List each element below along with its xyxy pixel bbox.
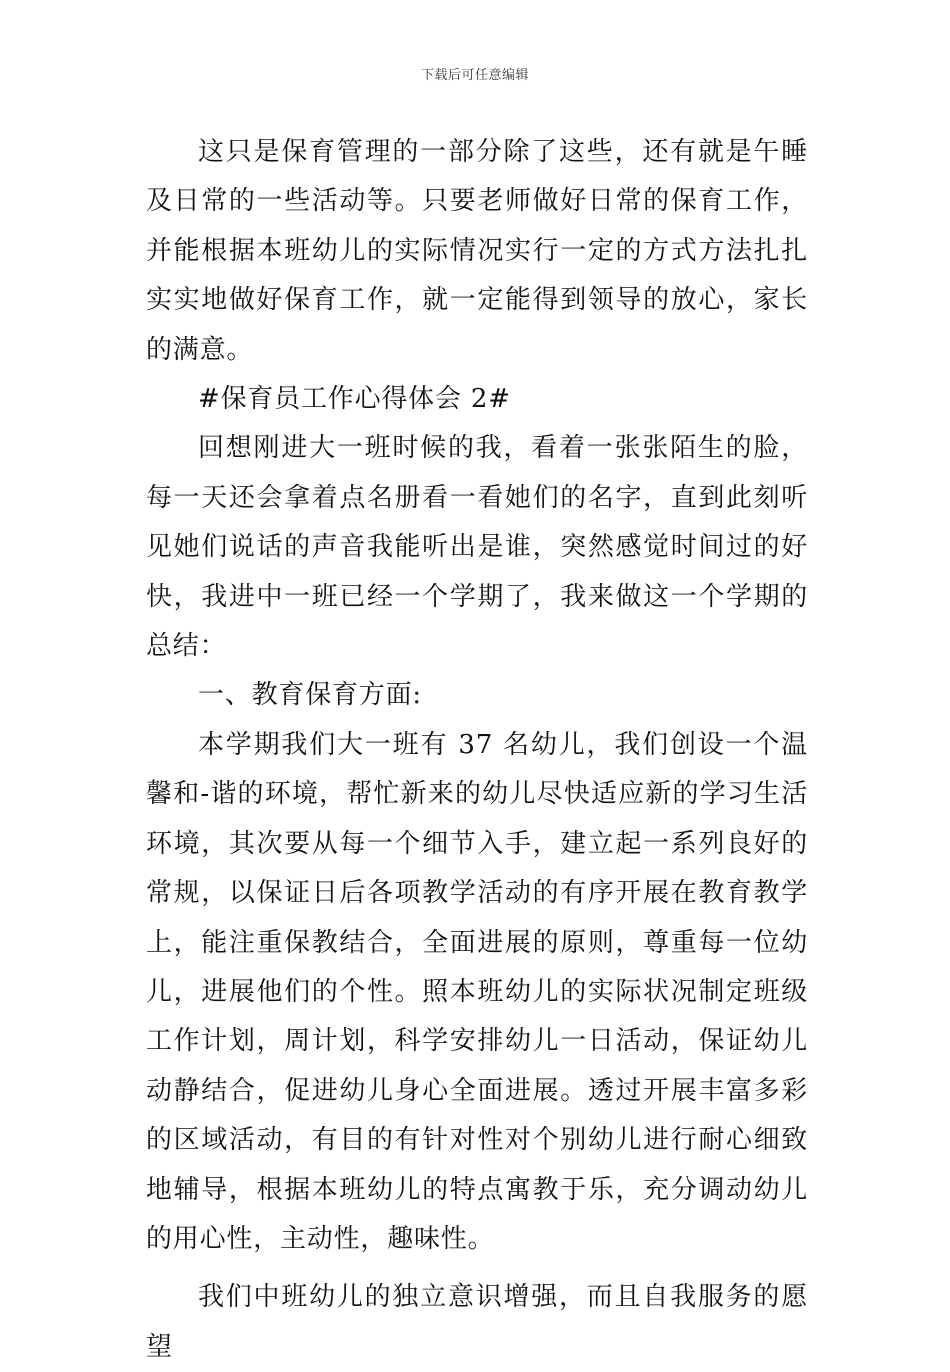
- section-heading-experience-2: #保育员工作心得体会 2#: [198, 384, 511, 415]
- paragraph-independence: 我们中班幼儿的独立意识增强，而且自我服务的愿望: [146, 1282, 808, 1362]
- paragraph-childcare-management: 这只是保育管理的一部分除了这些，还有就是午睡及日常的一些活动等。只要老师做好日常的保育工作，并能根据本班幼儿的实际情况实行一定的方式方法扎扎实实地做好保育工作，就一定能得到领导的放心，家长的满意。: [146, 137, 808, 365]
- document-body: [146, 128, 808, 1372]
- paragraph-recollection: 回想刚进大一班时候的我，看着一张张陌生的脸，每一天还会拿着点名册看一看她们的名字，直到此刻听见她们说话的声音我能听出是谁，突然感觉时间过的好快，我进中一班已经一个学期了，我来做这一个学期的总结：: [146, 433, 808, 662]
- page-header: 下载后可任意编辑: [420, 68, 529, 83]
- paragraph-semester-work: 本学期我们大一班有 37 名幼儿，我们创设一个温馨和-谐的环境，帮忙新来的幼儿尽快适应新的学习生活环境，其次要从每一个细节入手，建立起一系列良好的常规，以保证日后各项教学活动的有序开展在教育教学上，能注重保教结合，全面进展的原则，尊重每一位幼儿，进展他们的个性。照本班幼儿的实际状况制定班级工作计划，周计划，科学安排幼儿一日活动，保证幼儿动静结合，促进幼儿身心全面进展。透过开展丰富多彩的区域活动，有目的有针对性对个别幼儿进行耐心细致地辅导，根据本班幼儿的特点寓教于乐，充分调动幼儿的用心性，主动性，趣味性。: [146, 729, 808, 1254]
- section-heading-education: 一、教育保育方面:: [198, 680, 422, 711]
